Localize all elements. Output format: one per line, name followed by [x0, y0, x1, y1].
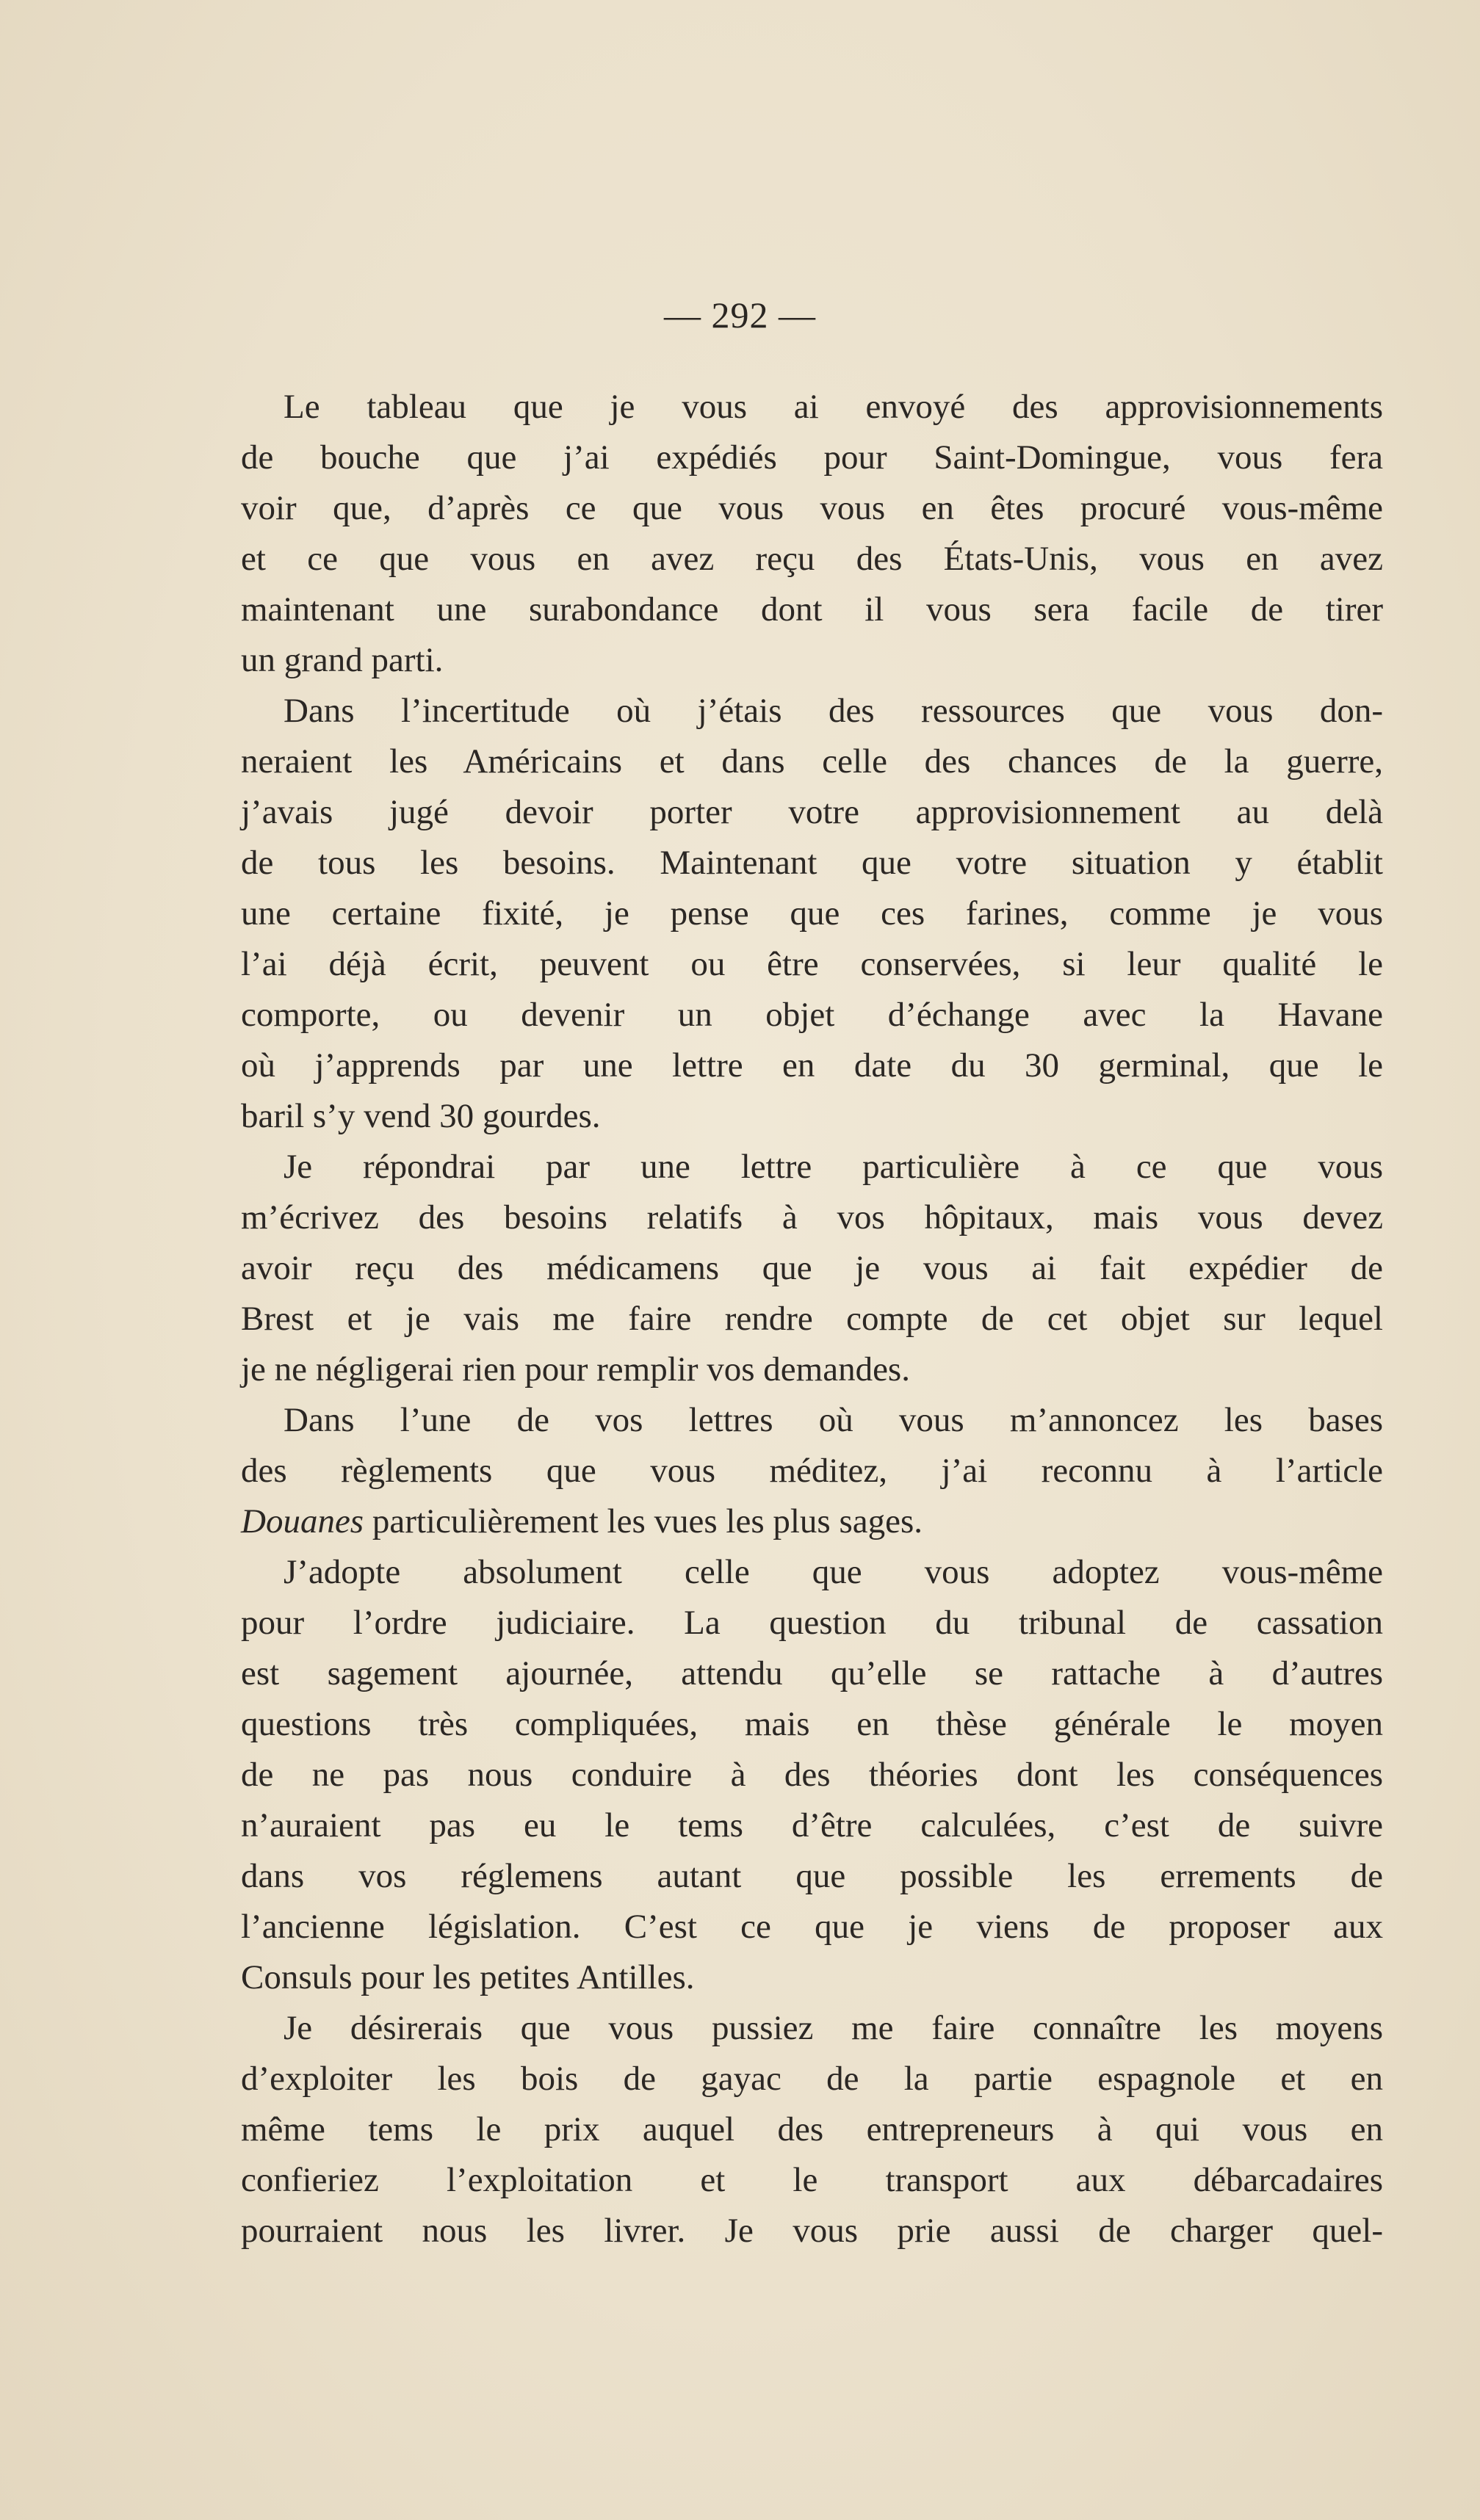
text-line: m’écrivez des besoins relatifs à vos hôpitaux, mais vous devez	[241, 1198, 1383, 1237]
paragraph	[241, 1395, 1383, 1547]
text-line: j’avais jugé devoir porter votre approvisionnement au delà	[241, 793, 1383, 831]
text-line: Je désirerais que vous pussiez me faire connaître les moyens	[284, 2009, 1383, 2047]
text-line: Brest et je vais me faire rendre compte de cet objet sur lequel	[241, 1300, 1383, 1338]
text-line: une certaine fixité, je pense que ces farines, comme je vous	[241, 894, 1383, 933]
text-line: un grand parti.	[241, 641, 444, 679]
body-text	[241, 382, 1383, 2256]
text-line: pourraient nous les livrer. Je vous prie aussi de charger quel-	[241, 2212, 1383, 2250]
text-line: maintenant une surabondance dont il vous sera facile de tirer	[241, 590, 1383, 629]
text-line: l’ai déjà écrit, peuvent ou être conservées, si leur qualité le	[241, 945, 1383, 983]
text-line: Le tableau que je vous ai envoyé des approvisionnements	[284, 388, 1383, 426]
paragraph	[241, 686, 1383, 1142]
text-line: l’ancienne législation. C’est ce que je viens de proposer aux	[241, 1908, 1383, 1946]
text-line: de tous les besoins. Maintenant que votre situation y établit	[241, 844, 1383, 882]
text-line: n’auraient pas eu le tems d’être calculées, c’est de suivre	[241, 1806, 1383, 1844]
text-line: des règlements que vous méditez, j’ai reconnu à l’article	[241, 1452, 1383, 1490]
text-line: Dans l’incertitude où j’étais des ressources que vous don-	[284, 692, 1383, 730]
text-line: je ne négligerai rien pour remplir vos demandes.	[241, 1350, 910, 1388]
text-line: questions très compliquées, mais en thèse générale le moyen	[241, 1705, 1383, 1743]
text-line: J’adopte absolument celle que vous adoptez vous-même	[284, 1553, 1383, 1591]
text-line-mixed	[241, 1496, 1383, 1547]
text-line: comporte, ou devenir un objet d’échange avec la Havane	[241, 996, 1383, 1034]
text-line: neraient les Américains et dans celle des chances de la guerre,	[241, 742, 1383, 781]
text-line: dans vos réglemens autant que possible les errements de	[241, 1857, 1383, 1895]
text-line: Consuls pour les petites Antilles.	[241, 1958, 695, 1996]
paragraph	[241, 1547, 1383, 2003]
page-number: — 292 —	[664, 294, 816, 336]
text-line: Je répondrai par une lettre particulière à ce que vous	[284, 1148, 1383, 1186]
text-line: de bouche que j’ai expédiés pour Saint-Domingue, vous fera	[241, 438, 1383, 477]
text-line: où j’apprends par une lettre en date du 30 germinal, que le	[241, 1046, 1383, 1085]
text-line: avoir reçu des médicamens que je vous ai fait expédier de	[241, 1249, 1383, 1287]
text-line: est sagement ajournée, attendu qu’elle se rattache à d’autres	[241, 1654, 1383, 1692]
italic-word: Douanes	[241, 1502, 364, 1540]
text-line: voir que, d’après ce que vous vous en êtes procuré vous-même	[241, 489, 1383, 527]
text-line: de ne pas nous conduire à des théories dont les conséquences	[241, 1756, 1383, 1794]
text-line: baril s’y vend 30 gourdes.	[241, 1097, 601, 1135]
text-line: et ce que vous en avez reçu des États-Unis, vous en avez	[241, 540, 1383, 578]
text-line: même tems le prix auquel des entrepreneurs à qui vous en	[241, 2110, 1383, 2148]
paragraph	[241, 2003, 1383, 2256]
paragraph	[241, 382, 1383, 686]
text-fragment: particulièrement les vues les plus sages.	[364, 1502, 923, 1540]
paragraph	[241, 1142, 1383, 1395]
text-line: pour l’ordre judiciaire. La question du tribunal de cassation	[241, 1604, 1383, 1642]
text-line: d’exploiter les bois de gayac de la partie espagnole et en	[241, 2060, 1383, 2098]
text-line: confieriez l’exploitation et le transport aux débarcadaires	[241, 2161, 1383, 2199]
text-line: Dans l’une de vos lettres où vous m’annoncez les bases	[284, 1401, 1383, 1439]
